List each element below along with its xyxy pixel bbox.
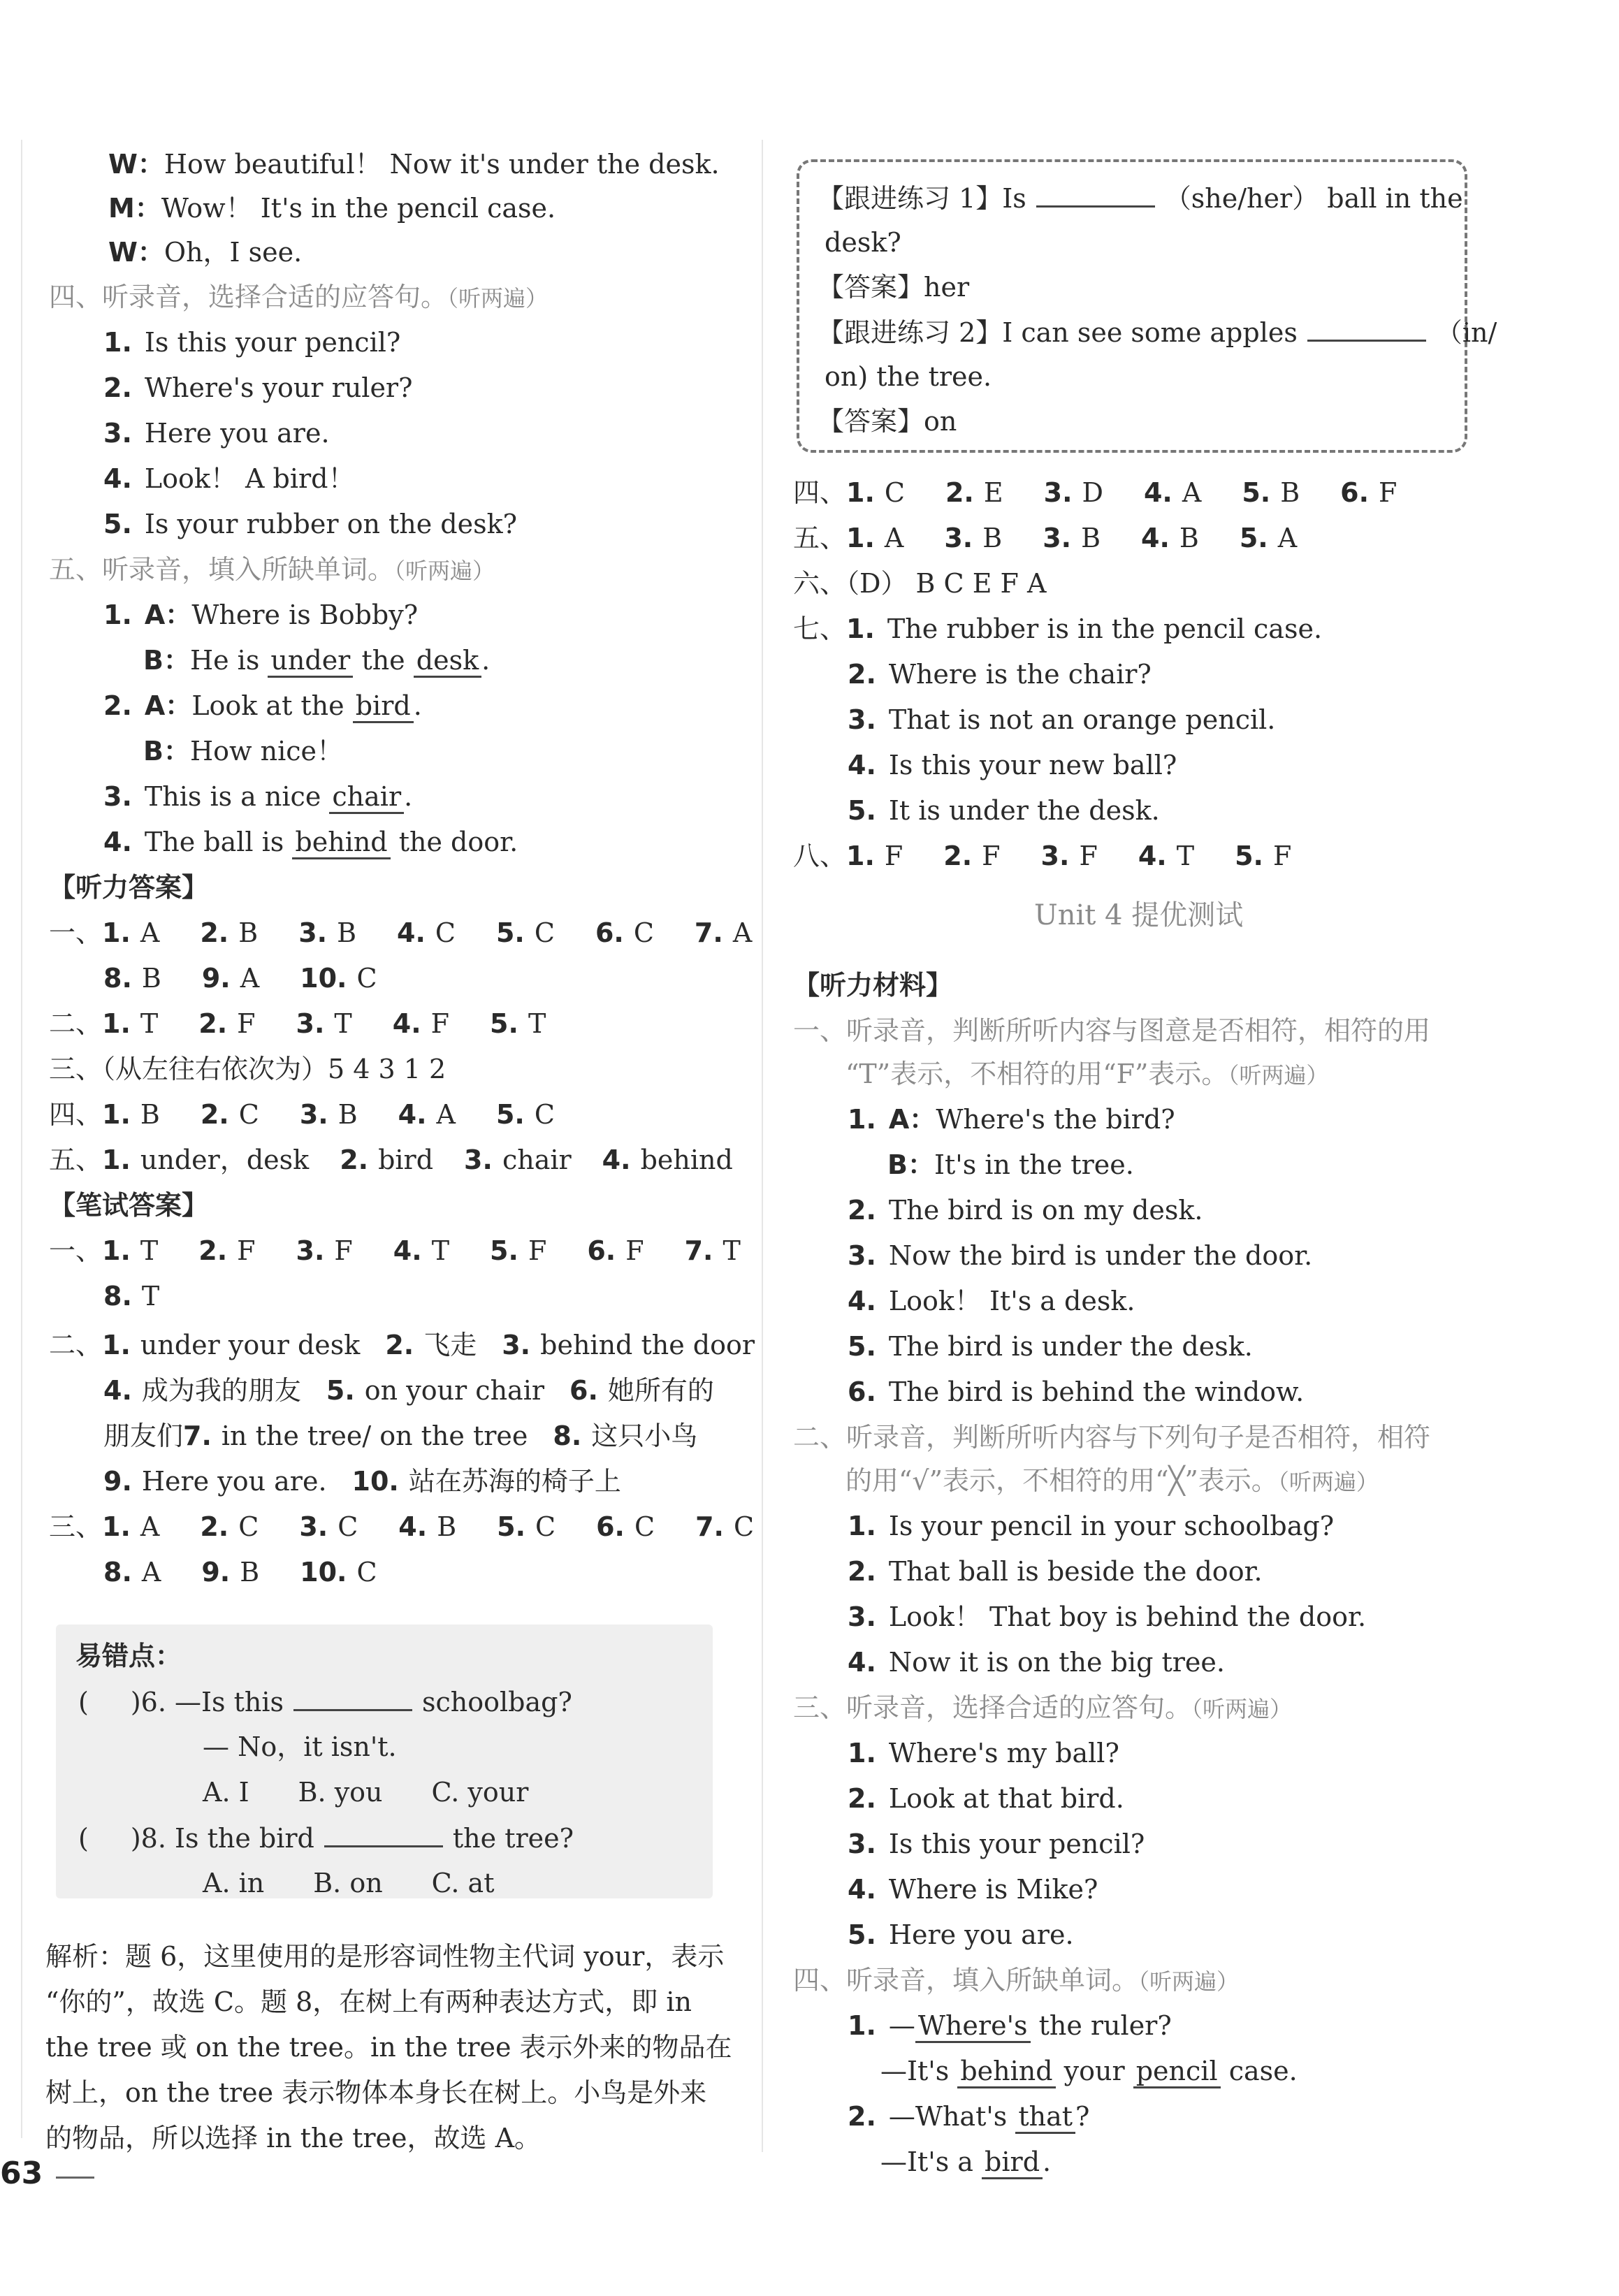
left-margin-rule — [21, 140, 22, 2138]
answer-value: B — [140, 1099, 160, 1130]
m1-title-l1: 一、听录音，判断所听内容与图意是否相符，相符的用 — [793, 1015, 1431, 1046]
answer-value: C — [633, 917, 654, 948]
row-prefix: 二、 — [49, 1330, 103, 1360]
answer-number: 1. — [846, 523, 875, 553]
answer-number: 4. — [1143, 477, 1172, 508]
answer-value: F — [884, 841, 903, 871]
m3-item-2: 2. Look at that bird. — [848, 1783, 1124, 1814]
answer-number: 3. — [944, 523, 973, 553]
answer-value: C — [356, 963, 377, 994]
answer-number: 8. — [103, 1557, 132, 1587]
ra-row-4 — [793, 475, 1437, 520]
row-prefix: 三、 — [49, 1511, 103, 1542]
answer-value: C — [733, 1511, 755, 1542]
answer-value: C — [435, 917, 456, 948]
wa-row-1b — [103, 1279, 200, 1323]
answer-value: C — [884, 477, 905, 508]
answer-value: F — [1272, 841, 1292, 871]
s5-item-1a: 1. A：Where is Bobby? — [103, 600, 419, 630]
answer-number: 6. — [596, 1511, 625, 1542]
answer-number: 3. — [1043, 523, 1072, 553]
answer-number: 9. — [103, 1466, 132, 1497]
ra-row-7-3: 3. That is not an orange pencil. — [848, 704, 1276, 735]
analysis-line-5: 的物品，所以选择 in the tree，故选 A。 — [45, 2123, 542, 2153]
answer-value: F — [625, 1235, 644, 1266]
practice-2-answer: 【答案】on — [818, 406, 957, 437]
answer-number: 4. — [398, 1099, 427, 1130]
m1-item-5: 5. The bird is under the desk. — [848, 1331, 1253, 1362]
answer-value: bird — [378, 1145, 434, 1175]
answer-number: 5. — [1235, 841, 1263, 871]
answer-value: B — [437, 1511, 457, 1542]
answer-value: A — [732, 917, 753, 948]
practice-2: 【跟进练习 2】I can see some apples （in/ — [818, 314, 1497, 359]
answer-number: 2. — [340, 1145, 369, 1175]
answer-number: 3. — [464, 1145, 493, 1175]
practice-1-answer: 【答案】her — [818, 272, 970, 303]
unit-title: Unit 4 提优测试 — [1034, 899, 1244, 931]
answer-value: F — [430, 1008, 450, 1039]
practice-2-cont: on) the tree. — [825, 361, 992, 392]
answer-value: A — [1277, 523, 1298, 553]
answer-number: 4. — [1141, 523, 1170, 553]
answer-value: A — [436, 1099, 456, 1130]
answer-number: 6. — [1340, 477, 1370, 508]
answer-number: 1. — [102, 1099, 131, 1130]
answer-value: 她所有的 — [607, 1375, 714, 1406]
written-answers-title: 【笔试答案】 — [49, 1190, 209, 1221]
answer-number: 9. — [201, 1557, 231, 1587]
answer-value: C — [356, 1557, 377, 1587]
answer-number: 2. — [198, 1235, 228, 1266]
answer-number: 10. — [300, 963, 347, 994]
answer-number: 8. — [103, 963, 132, 994]
answer-number: 2. — [200, 1099, 229, 1130]
answer-number: 3. — [502, 1330, 531, 1360]
s4-item-5: 5. Is your rubber on the desk? — [103, 509, 518, 539]
answer-number: 3. — [296, 1235, 325, 1266]
m2-title-l2: 的用“√”表示，不相符的用“╳”表示。（听两遍） — [845, 1465, 1379, 1496]
ra-row-7-5: 5. It is under the desk. — [848, 795, 1160, 826]
answer-value: F — [334, 1235, 353, 1266]
row-prefix: 五、 — [49, 1145, 103, 1175]
answer-value: C — [534, 1099, 555, 1130]
answer-number: 4. — [398, 1511, 428, 1542]
la-row-4 — [49, 1097, 595, 1142]
answer-number: 2. — [198, 1008, 228, 1039]
answer-value: 成为我的朋友 — [141, 1375, 301, 1406]
answer-value: F — [528, 1235, 547, 1266]
answer-number: 10. — [351, 1466, 399, 1497]
answer-number: 8. — [553, 1421, 582, 1451]
row-prefix: 一、 — [49, 917, 103, 948]
answer-number: 7. — [694, 917, 723, 948]
m4-item-2a: 2. —What's that ? — [848, 2099, 1089, 2144]
answer-number: 3. — [1043, 477, 1073, 508]
answer-value: in the tree/ on the tree — [221, 1421, 528, 1451]
answer-value: B — [1081, 523, 1101, 553]
answer-number: 1. — [102, 1235, 131, 1266]
answer-number: 1. — [102, 1330, 131, 1360]
m3-item-5: 5. Here you are. — [848, 1919, 1074, 1950]
answer-number: 3. — [296, 1008, 325, 1039]
answer-number: 2. — [385, 1330, 414, 1360]
answer-number: 7. — [684, 1235, 713, 1266]
practice-1-cont: desk? — [825, 227, 901, 258]
analysis-line-2: “你的”，故选 C。题 8，在树上有两种表达方式，即 in — [45, 1986, 692, 2017]
answer-value: on your chair — [364, 1375, 545, 1406]
answer-value: behind — [640, 1145, 733, 1175]
answer-value: C — [634, 1511, 655, 1542]
m1-item-3: 3. Now the bird is under the door. — [848, 1240, 1313, 1271]
answer-value: T — [1176, 841, 1195, 871]
answer-value: F — [1379, 477, 1397, 508]
error-q6-reply: — No，it isn't. — [203, 1731, 397, 1762]
answer-value: under，desk — [140, 1145, 310, 1175]
s5-item-2a: 2. A：Look at the bird . — [103, 688, 422, 733]
answer-value: A — [141, 1557, 161, 1587]
m1-item-2: 2. The bird is on my desk. — [848, 1195, 1203, 1226]
answer-number: 5. — [497, 1511, 526, 1542]
section-4-title: 四、听录音，选择合适的应答句。（听两遍） — [49, 282, 549, 312]
answer-value: A — [140, 917, 160, 948]
wa-row-2-l3 — [103, 1418, 723, 1463]
dialog-line-2: M：Wow！ It's in the pencil case. — [108, 193, 556, 224]
s5-item-2b: B：How nice！ — [143, 736, 343, 766]
row-prefix: 五、 — [793, 523, 847, 553]
answer-value: A — [140, 1511, 160, 1542]
answer-number: 4. — [397, 917, 426, 948]
la-row-2 — [49, 1006, 586, 1051]
answer-value: under your desk — [140, 1330, 361, 1360]
s5-item-4: 4. The ball is behind the door. — [103, 824, 518, 869]
page-number-dash — [56, 2177, 94, 2179]
answer-number: 4. — [602, 1145, 631, 1175]
m2-title-l1: 二、听录音，判断所听内容与下列句子是否相符，相符 — [793, 1422, 1431, 1453]
m1-item-1a: 1. A：Where's the bird? — [848, 1104, 1175, 1135]
m2-item-4: 4. Now it is on the big tree. — [848, 1647, 1225, 1678]
m4-title: 四、听录音，填入所缺单词。（听两遍） — [793, 1965, 1240, 1996]
wa-row-2-l4 — [103, 1464, 646, 1509]
la-row-5 — [49, 1142, 764, 1187]
answer-value: F — [237, 1235, 256, 1266]
answer-number: 3. — [1040, 841, 1070, 871]
materials-title: 【听力材料】 — [793, 970, 953, 1001]
row-prefix: 二、 — [49, 1008, 103, 1039]
answer-value: B — [982, 523, 1003, 553]
answer-value: B — [337, 1099, 358, 1130]
s5-item-3: 3. This is a nice chair . — [103, 779, 412, 824]
answer-number: 4. — [103, 1375, 132, 1406]
m3-item-1: 1. Where's my ball? — [848, 1738, 1119, 1768]
answer-value: A — [240, 963, 260, 994]
answer-value: B — [141, 963, 161, 994]
answer-value: T — [140, 1008, 159, 1039]
answer-number: 5. — [1239, 523, 1268, 553]
answer-value: F — [982, 841, 1001, 871]
m4-item-1b: —It's behind your pencil case. — [880, 2054, 1298, 2098]
answer-number: 5. — [490, 1235, 518, 1266]
row-prefix: 四、 — [793, 477, 847, 508]
row-prefix: 朋友们 — [103, 1421, 184, 1451]
answer-value: C — [238, 1511, 259, 1542]
answer-value: B — [1280, 477, 1300, 508]
section-5-title: 五、听录音，填入所缺单词。（听两遍） — [49, 554, 495, 585]
m1-item-1b: B：It's in the tree. — [887, 1149, 1134, 1180]
s5-item-1b: B：He is under the desk . — [143, 643, 490, 688]
answer-value: A — [884, 523, 904, 553]
analysis-line-1: 解析：题 6，这里使用的是形容词性物主代词 your，表示 — [45, 1941, 725, 1972]
answer-number: 3. — [299, 1099, 328, 1130]
ra-row-7-2: 2. Where is the chair? — [848, 659, 1152, 690]
answer-value: T — [431, 1235, 450, 1266]
answer-number: 2. — [200, 917, 229, 948]
answer-value: T — [528, 1008, 546, 1039]
error-q6: ( )6. —Is this schoolbag? — [78, 1684, 572, 1729]
ra-row-5 — [793, 521, 1337, 565]
answer-value: C — [337, 1511, 358, 1542]
m1-title-l2: “T”表示，不相符的用“F”表示。（听两遍） — [845, 1059, 1329, 1089]
answer-value: 站在苏海的椅子上 — [408, 1466, 621, 1497]
answer-number: 5. — [490, 1008, 518, 1039]
m2-item-3: 3. Look！ That boy is behind the door. — [848, 1601, 1367, 1632]
row-prefix: 四、 — [49, 1099, 103, 1130]
answer-value: C — [238, 1099, 259, 1130]
answer-number: 7. — [695, 1511, 724, 1542]
m4-item-1a: 1. — Where's the ruler? — [848, 2008, 1172, 2053]
answer-value: 飞走 — [423, 1330, 477, 1360]
error-q8: ( )8. Is the bird the tree? — [78, 1820, 574, 1865]
answer-number: 4. — [1138, 841, 1167, 871]
answer-value: T — [140, 1235, 159, 1266]
error-points-title: 易错点： — [75, 1641, 182, 1671]
analysis-line-3: the tree 或 on the tree。in the tree 表示外来的物品在 — [45, 2032, 732, 2063]
ra-row-6: 六、（D） B C E F A — [793, 568, 1047, 599]
s4-item-4: 4. Look！ A bird！ — [103, 463, 355, 494]
answer-number: 3. — [298, 917, 328, 948]
answer-number: 5. — [495, 1099, 525, 1130]
m3-title: 三、听录音，选择合适的应答句。（听两遍） — [793, 1692, 1293, 1723]
answer-number: 10. — [300, 1557, 347, 1587]
dialog-line-1: W：How beautiful！ Now it's under the desk. — [108, 149, 720, 180]
la-row-3: 三、（从左往右依次为）5 4 3 1 2 — [49, 1054, 447, 1084]
wa-row-2-l1 — [49, 1328, 780, 1372]
wa-row-2-l2 — [103, 1373, 739, 1418]
answer-number: 4. — [392, 1008, 421, 1039]
ra-row-7-4: 4. Is this your new ball? — [848, 750, 1177, 780]
answer-number: 5. — [1242, 477, 1271, 508]
answer-value: B — [238, 917, 259, 948]
answer-value: 这只小鸟 — [591, 1421, 698, 1451]
answer-number: 2. — [943, 841, 973, 871]
answer-value: E — [983, 477, 1003, 508]
answer-number: 1. — [102, 1145, 131, 1175]
answer-number: 1. — [846, 841, 875, 871]
answer-number: 1. — [846, 477, 875, 508]
wa-row-3 — [49, 1509, 794, 1554]
answer-value: B — [240, 1557, 260, 1587]
answer-value: B — [1179, 523, 1199, 553]
m3-item-4: 4. Where is Mike? — [848, 1874, 1098, 1905]
answer-number: 5. — [326, 1375, 355, 1406]
s4-item-3: 3. Here you are. — [103, 418, 330, 449]
wa-row-1 — [49, 1233, 781, 1278]
answer-number: 8. — [103, 1281, 132, 1312]
la-row-1b — [103, 961, 418, 1005]
answer-number: 4. — [393, 1235, 422, 1266]
wa-row-3b — [103, 1555, 418, 1599]
m1-item-4: 4. Look！ It's a desk. — [848, 1286, 1135, 1316]
page-number: 63 — [0, 2156, 43, 2191]
answer-value: chair — [502, 1145, 572, 1175]
dialog-line-3: W：Oh，I see. — [108, 237, 303, 268]
answer-number: 5. — [495, 917, 525, 948]
answer-number: 1. — [102, 917, 131, 948]
answer-number: 1. — [102, 1008, 131, 1039]
answer-value: Here you are. — [141, 1466, 327, 1497]
error-q8-options: A. in B. on C. at — [203, 1868, 495, 1898]
answer-value: B — [337, 917, 357, 948]
m3-item-3: 3. Is this your pencil? — [848, 1829, 1145, 1859]
answer-number: 6. — [587, 1235, 616, 1266]
answer-number: 9. — [201, 963, 231, 994]
m2-item-2: 2. That ball is beside the door. — [848, 1556, 1263, 1587]
answer-number: 2. — [200, 1511, 229, 1542]
analysis-line-4: 树上，on the tree 表示物体本身长在树上。小鸟是外来 — [45, 2077, 707, 2108]
m4-item-2b: —It's a bird . — [880, 2144, 1051, 2189]
answer-value: D — [1082, 477, 1103, 508]
answer-value: T — [723, 1235, 741, 1266]
answer-number: 6. — [569, 1375, 598, 1406]
answer-number: 3. — [299, 1511, 328, 1542]
listening-answers-title: 【听力答案】 — [49, 872, 209, 903]
answer-number: 2. — [945, 477, 974, 508]
practice-1: 【跟进练习 1】Is （she/her） ball in the — [818, 180, 1463, 225]
s4-item-2: 2. Where's your ruler? — [103, 372, 413, 403]
answer-number: 6. — [595, 917, 624, 948]
answer-number: 1. — [102, 1511, 131, 1542]
ra-row-7-1: 七、1. The rubber is in the pencil case. — [793, 613, 1323, 644]
la-row-1 — [49, 915, 792, 960]
m1-item-6: 6. The bird is behind the window. — [848, 1376, 1305, 1407]
answer-value: F — [1079, 841, 1098, 871]
answer-number: 7. — [183, 1421, 212, 1451]
s4-item-1: 1. Is this your pencil? — [103, 327, 401, 358]
answer-value: C — [534, 917, 555, 948]
answer-value: F — [237, 1008, 256, 1039]
error-q6-options: A. I B. you C. your — [203, 1777, 529, 1808]
answer-value: T — [334, 1008, 352, 1039]
m2-item-1: 1. Is your pencil in your schoolbag? — [848, 1511, 1335, 1541]
row-prefix: 八、 — [793, 841, 847, 871]
ra-row-8 — [793, 838, 1332, 883]
answer-value: T — [141, 1281, 160, 1312]
answer-value: A — [1182, 477, 1202, 508]
answer-value: behind the door — [540, 1330, 755, 1360]
row-prefix: 一、 — [49, 1235, 103, 1266]
answer-value: C — [535, 1511, 556, 1542]
